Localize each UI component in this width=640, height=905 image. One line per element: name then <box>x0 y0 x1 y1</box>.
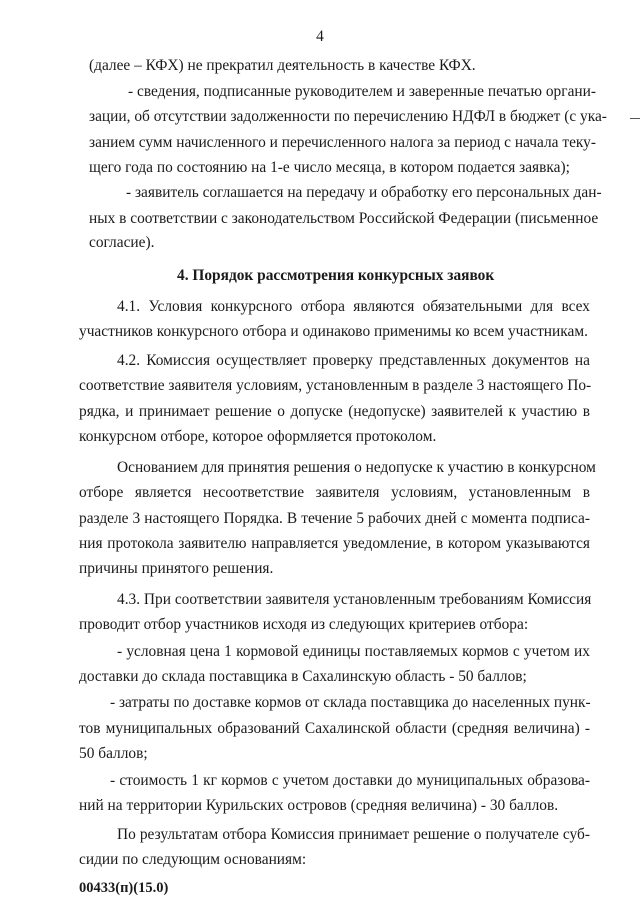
text-line: По результатам отбора Комиссия принимает решение о получателе суб- <box>117 826 590 843</box>
text-line: доставки до склада поставщика в Сахалинскую область - 50 баллов; <box>79 668 527 685</box>
document-code: 00433(п)(15.0) <box>79 880 169 896</box>
text-line: тов муниципальных образований Сахалинской области (средняя величина) - <box>79 720 590 737</box>
text-line: - сведения, подписанные руководителем и заверенные печатью органи- <box>128 83 596 100</box>
text-line: 4.2. Комиссия осуществляет проверку представленных документов на <box>117 352 590 369</box>
text-line: - стоимость 1 кг кормов с учетом доставки до муниципальных образова- <box>110 772 590 789</box>
text-line: щего года по состоянию на 1-е число месяца, в котором подается заявка); <box>89 159 570 176</box>
text-line: - заявитель соглашается на передачу и обработку его персональных дан- <box>126 184 602 201</box>
page-number: 4 <box>316 28 324 45</box>
text-line: проводит отбор участников исходя из следующих критериев отбора: <box>79 616 529 633</box>
text-line: зации, об отсутствии задолженности по перечислению НДФЛ в бюджет (с ука- <box>89 108 607 125</box>
text-line: отборе является несоответствие заявителя условиям, установленным в <box>79 484 590 501</box>
text-line: - условная цена 1 кормовой единицы поставляемых кормов с учетом их <box>117 643 590 660</box>
text-line: согласие). <box>89 234 155 251</box>
text-line: 4.1. Условия конкурсного отбора являются обязательными для всех <box>117 298 590 315</box>
text-line: занием сумм начисленного и перечисленного налога за период с начала теку- <box>89 134 597 151</box>
text-line: 50 баллов; <box>79 745 148 762</box>
text-line: ний на территории Курильских островов (средняя величина) - 30 баллов. <box>79 797 559 814</box>
text-line: ных в соответствии с законодательством Российской Федерации (письменное <box>89 210 599 227</box>
text-line: (далее – КФХ) не прекратил деятельность в качестве КФХ. <box>89 57 476 74</box>
text-line: Основанием для принятия решения о недопуске к участию в конкурсном <box>117 459 596 476</box>
scan-edge-mark <box>630 118 640 119</box>
text-line: участников конкурсного отбора и одинаково применимы ко всем участникам. <box>79 323 588 340</box>
text-line: 4.3. При соответствии заявителя установленным требованиям Комиссия <box>117 591 592 608</box>
text-line: конкурсном отборе, которое оформляется протоколом. <box>79 428 437 445</box>
text-line: соответствие заявителя условиям, установленным в разделе 3 настоящего По- <box>79 377 592 394</box>
text-line: разделе 3 настоящего Порядка. В течение 5 рабочих дней с момента подписа- <box>79 510 590 527</box>
text-line: - затраты по доставке кормов от склада поставщика до населенных пунк- <box>110 694 591 711</box>
text-line: причины принятого решения. <box>79 560 274 577</box>
text-line: рядка, и принимает решение о допуске (недопуске) заявителей к участию в <box>79 403 590 420</box>
text-line: сидии по следующим основаниям: <box>79 851 307 868</box>
section-heading: 4. Порядок рассмотрения конкурсных заявок <box>177 267 495 284</box>
text-line: ния протокола заявителю направляется уведомление, в котором указываются <box>79 535 590 552</box>
